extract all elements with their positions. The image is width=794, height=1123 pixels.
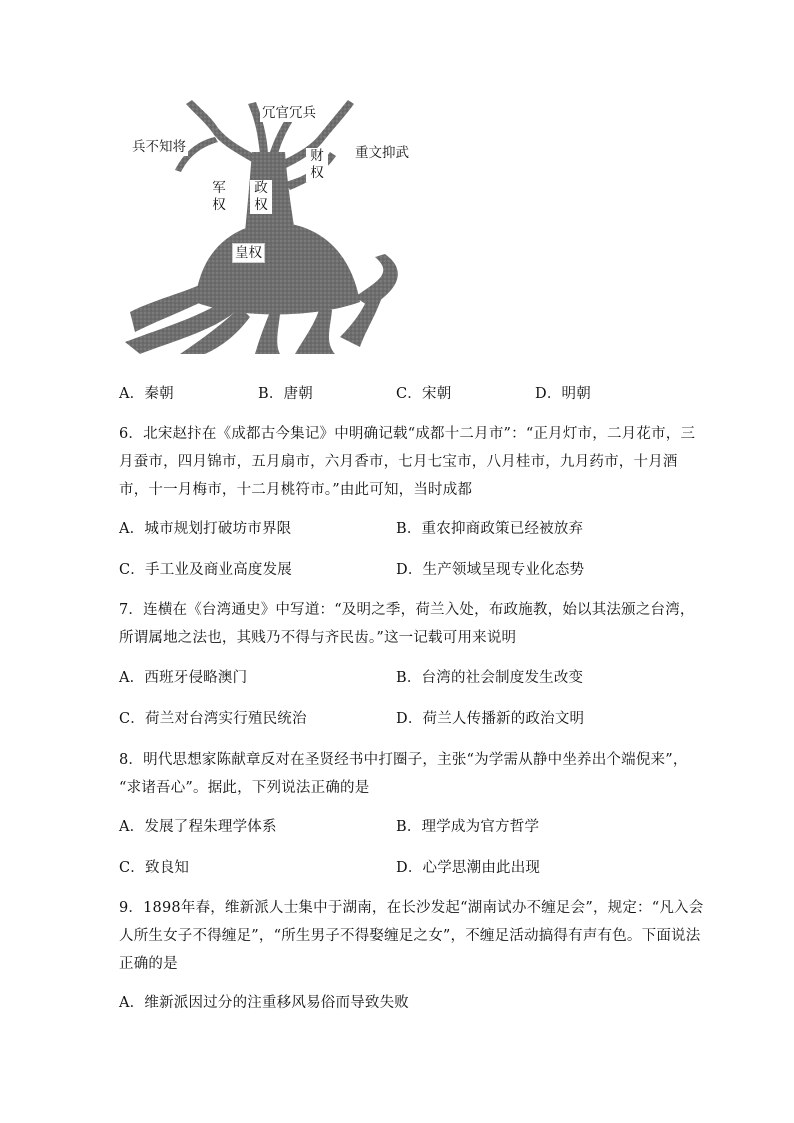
q6-stem-line-3: 市，十一月梅市，十二月桃符市。”由此可知，当时成都 [119, 482, 473, 498]
q5-option-c: C．宋朝 [396, 386, 452, 402]
q7-option-c: C．荷兰对台湾实行殖民统治 [119, 711, 307, 727]
q9-stem-line-1: 9．1898年春，维新派人士集中于湖南，在长沙发起“湖南试办不缠足会”，规定：“凡入会 [119, 900, 704, 916]
tree-illustration [120, 92, 420, 357]
q5-option-a: A．秦朝 [119, 386, 174, 402]
q8-stem-line-2: “求诸吾心”。据此，下列说法正确的是 [119, 780, 370, 796]
q7-stem-line-1: 7．连横在《台湾通史》中写道：“及明之季，荷兰入处，布政施教，始以其法颁之台湾， [119, 602, 695, 618]
q6-stem-line-1: 6．北宋赵抃在《成都古今集记》中明确记载“成都十二月市”：“正月灯市，二月花市，三 [119, 426, 696, 442]
label-left: 兵不知将 [132, 139, 186, 155]
q9-stem-line-2: 人所生女子不得缠足”，“所生男子不得娶缠足之女”，不缠足活动搞得有声有色。下面说法 [119, 928, 701, 944]
q5-option-b: B．唐朝 [258, 386, 313, 402]
q6-stem-line-2: 月蚕市，四月锦市，五月扇市，六月香市，七月七宝市，八月桂市，九月药市，十月酒 [119, 454, 678, 470]
q7-option-d: D．荷兰人传播新的政治文明 [396, 711, 585, 727]
q8-stem-line-1: 8．明代思想家陈献章反对在圣贤经书中打圈子，主张“为学需从静中坐养出个端倪来”， [119, 752, 688, 768]
label-top: 冗官冗兵 [262, 105, 316, 121]
q8-option-a: A．发展了程朱理学体系 [119, 819, 277, 835]
q5-option-d: D．明朝 [535, 386, 591, 402]
q6-option-a: A．城市规划打破坊市界限 [119, 521, 292, 537]
q7-option-b: B．台湾的社会制度发生改变 [396, 670, 584, 686]
q8-option-d: D．心学思潮由此出现 [396, 860, 541, 876]
q6-option-c: C．手工业及商业高度发展 [119, 562, 292, 578]
q8-option-b: B．理学成为官方哲学 [396, 819, 540, 835]
label-imperial: 皇权 [232, 243, 265, 263]
label-politics: 政权 [250, 180, 272, 214]
q7-option-a: A．西班牙侵略澳门 [119, 670, 248, 686]
label-military: 军权 [208, 180, 230, 214]
q6-option-b: B．重农抑商政策已经被放弃 [396, 521, 584, 537]
q9-option-a: A．维新派因过分的注重移风易俗而导致失败 [119, 995, 409, 1011]
q9-stem-line-3: 正确的是 [119, 956, 178, 972]
q7-stem-line-2: 所谓属地之法也，其贱乃不得与齐民齿。”这一记载可用来说明 [119, 630, 517, 646]
label-right-outer: 重文抑武 [355, 145, 409, 161]
q8-option-c: C．致良知 [119, 860, 190, 876]
q6-option-d: D．生产领域呈现专业化态势 [396, 562, 585, 578]
tree-figure [120, 92, 420, 357]
label-finance: 财权 [306, 148, 328, 182]
